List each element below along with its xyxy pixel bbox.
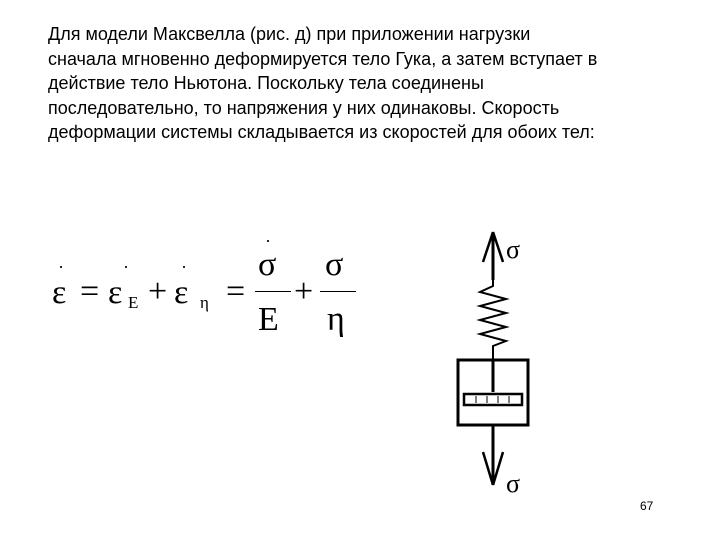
time-derivative-dot: · [265, 231, 271, 251]
sigma-top-label: σ [506, 235, 521, 264]
sigma-numerator: σ [325, 246, 344, 283]
text-line: деформации системы складывается из скоростей для обоих тел: [48, 122, 595, 142]
top-arrow-icon [483, 232, 503, 280]
subscript-E: E [128, 293, 139, 312]
text-line: действие тело Ньютона. Поскольку тела соединены [48, 73, 484, 93]
epsilon-hooke: ε [108, 274, 123, 311]
sigma-dot-numerator: σ [258, 246, 277, 283]
plus-sign: + [294, 273, 314, 310]
subscript-eta: η [200, 293, 209, 312]
equals-sign: = [80, 273, 100, 310]
text-line: последовательно, то напряжения у них одинаковы. Скорость [48, 97, 560, 118]
text-line: Для модели Максвелла (рис. д) при приложении нагрузки [48, 24, 531, 44]
bottom-arrow-icon [483, 425, 503, 485]
spring-icon [480, 280, 506, 360]
E-denominator: E [258, 301, 279, 338]
epsilon-total: ε [52, 274, 67, 311]
epsilon-newton: ε [174, 274, 189, 311]
dashpot-icon [458, 360, 528, 425]
time-derivative-dot: · [123, 257, 129, 277]
time-derivative-dot: · [181, 257, 187, 277]
time-derivative-dot: · [58, 257, 64, 277]
page-number: 67 [640, 499, 654, 513]
text-line: сначала мгновенно деформируется тело Гука, а затем вступает в [48, 48, 598, 69]
equals-sign: = [226, 273, 246, 310]
plus-sign: + [148, 273, 168, 310]
eta-denominator: η [327, 301, 345, 338]
sigma-bottom-label: σ [506, 469, 521, 498]
